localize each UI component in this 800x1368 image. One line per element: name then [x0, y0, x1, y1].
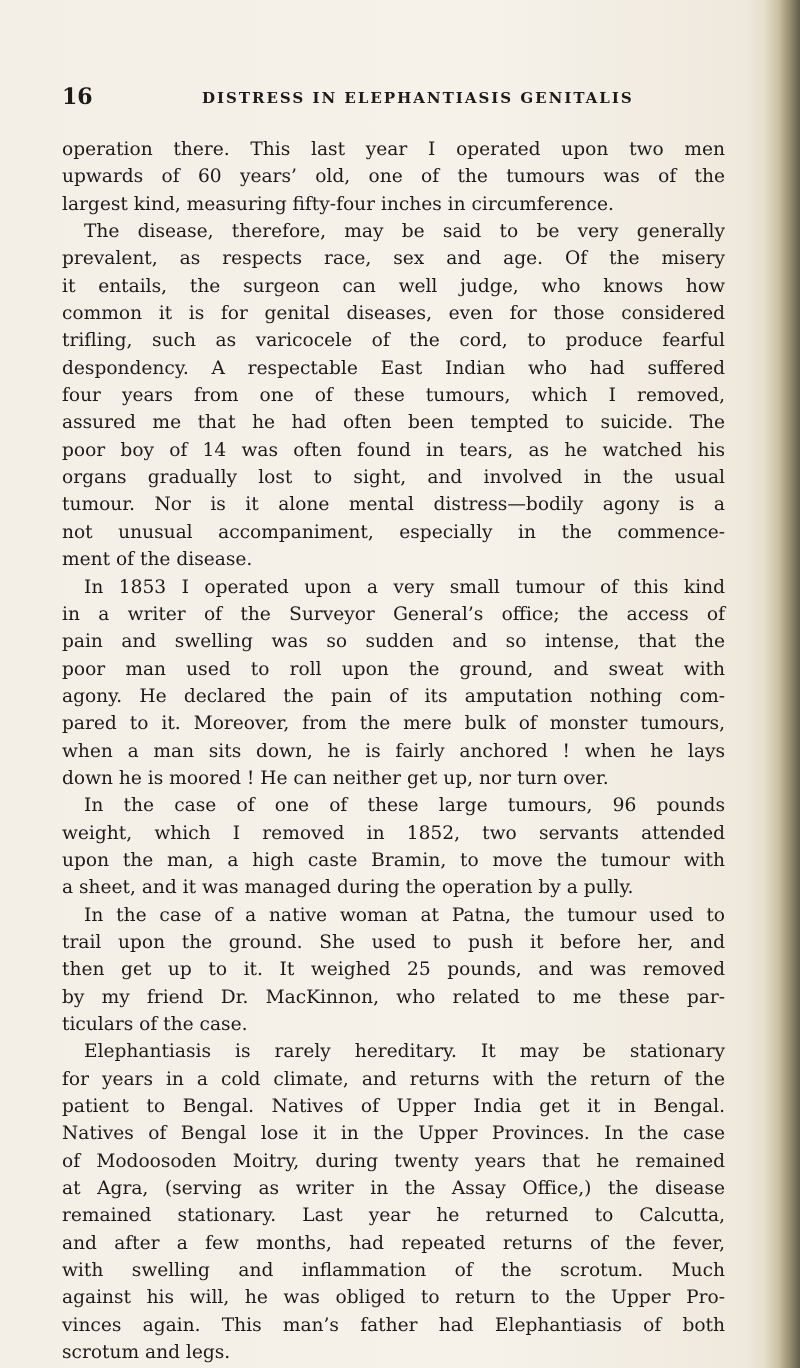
text-line: In the case of a native woman at Patna, the tumour used to: [84, 904, 725, 926]
text-line: patient to Bengal. Natives of Upper India get it in Bengal.: [62, 1096, 725, 1118]
text-line: upwards of 60 years’ old, one of the tumours was of the: [62, 166, 725, 188]
text-line: trail upon the ground. She used to push it before her, and: [62, 931, 725, 953]
text-line: ticulars of the case.: [62, 1014, 248, 1035]
text-line: scrotum and legs.: [62, 1342, 231, 1364]
text-line: pared to it. Moreover, from the mere bulk of monster tumours,: [62, 713, 725, 735]
page-edge-shadow: [764, 0, 800, 1368]
text-line: of Modoosoden Moitry, during twenty years that he remained: [62, 1150, 725, 1172]
page-header: [62, 84, 722, 114]
running-head: DISTRESS IN ELEPHANTIASIS GENITALIS: [202, 89, 634, 107]
text-line: assured me that he had often been tempted to suicide. The: [62, 412, 725, 434]
text-line: upon the man, a high caste Bramin, to move the tumour with: [62, 849, 725, 871]
text-line: In 1853 I operated upon a very small tumour of this kind: [84, 576, 725, 598]
text-line: tumour. Nor is it alone mental distress—bodily agony is a: [62, 494, 725, 516]
text-line: remained stationary. Last year he returned to Calcutta,: [62, 1205, 725, 1227]
text-line: for years in a cold climate, and returns with the return of the: [62, 1068, 725, 1090]
text-line: operation there. This last year I operated upon two men: [62, 139, 725, 160]
text-line: despondency. A respectable East Indian who had suffered: [62, 357, 725, 379]
text-line: prevalent, as respects race, sex and age. Of the misery: [62, 248, 725, 270]
body-text: [62, 136, 725, 1366]
text-line: poor man used to roll upon the ground, and sweat with: [62, 658, 725, 680]
text-line: trifling, such as varicocele of the cord, to produce fearful: [62, 330, 725, 352]
text-line: with swelling and inflammation of the scrotum. Much: [62, 1260, 725, 1282]
text-line: down he is moored ! He can neither get up, nor turn over.: [62, 767, 609, 789]
text-line: against his will, he was obliged to return to the Upper Pro-: [62, 1287, 725, 1309]
text-line: then get up to it. It weighed 25 pounds, and was removed: [62, 959, 725, 981]
text-line: In the case of one of these large tumours, 96 pounds: [84, 795, 725, 817]
text-line: and after a few months, had repeated returns of the fever,: [62, 1232, 725, 1254]
text-line: Elephantiasis is rarely hereditary. It may be stationary: [84, 1041, 725, 1063]
text-line: The disease, therefore, may be said to be very generally: [84, 221, 725, 243]
text-line: Natives of Bengal lose it in the Upper Provinces. In the case: [62, 1123, 725, 1145]
page-number: 16: [62, 84, 93, 110]
text-line: a sheet, and it was managed during the operation by a pully.: [62, 877, 634, 899]
text-line: not unusual accompaniment, especially in the commence-: [62, 521, 725, 543]
text-line: by my friend Dr. MacKinnon, who related to me these par-: [62, 986, 725, 1008]
text-line: pain and swelling was so sudden and so intense, that the: [62, 631, 725, 653]
text-line: when a man sits down, he is fairly anchored ! when he lays: [62, 740, 725, 762]
text-line: weight, which I removed in 1852, two servants attended: [62, 822, 725, 844]
text-line: ment of the disease.: [62, 549, 253, 571]
text-line: poor boy of 14 was often found in tears, as he watched his: [62, 439, 725, 461]
text-line: four years from one of these tumours, which I removed,: [62, 385, 725, 407]
text-line: agony. He declared the pain of its amputation nothing com-: [62, 685, 725, 707]
text-line: common it is for genital diseases, even for those considered: [62, 303, 725, 325]
text-line: at Agra, (serving as writer in the Assay Office,) the disease: [62, 1178, 725, 1200]
text-line: organs gradually lost to sight, and involved in the usual: [62, 467, 725, 489]
text-line: largest kind, measuring fifty-four inches in circumference.: [62, 193, 614, 215]
text-line: it entails, the surgeon can well judge, who knows how: [62, 275, 725, 297]
text-line: in a writer of the Surveyor General’s office; the access of: [62, 603, 725, 625]
text-line: vinces again. This man’s father had Elephantiasis of both: [62, 1314, 725, 1336]
